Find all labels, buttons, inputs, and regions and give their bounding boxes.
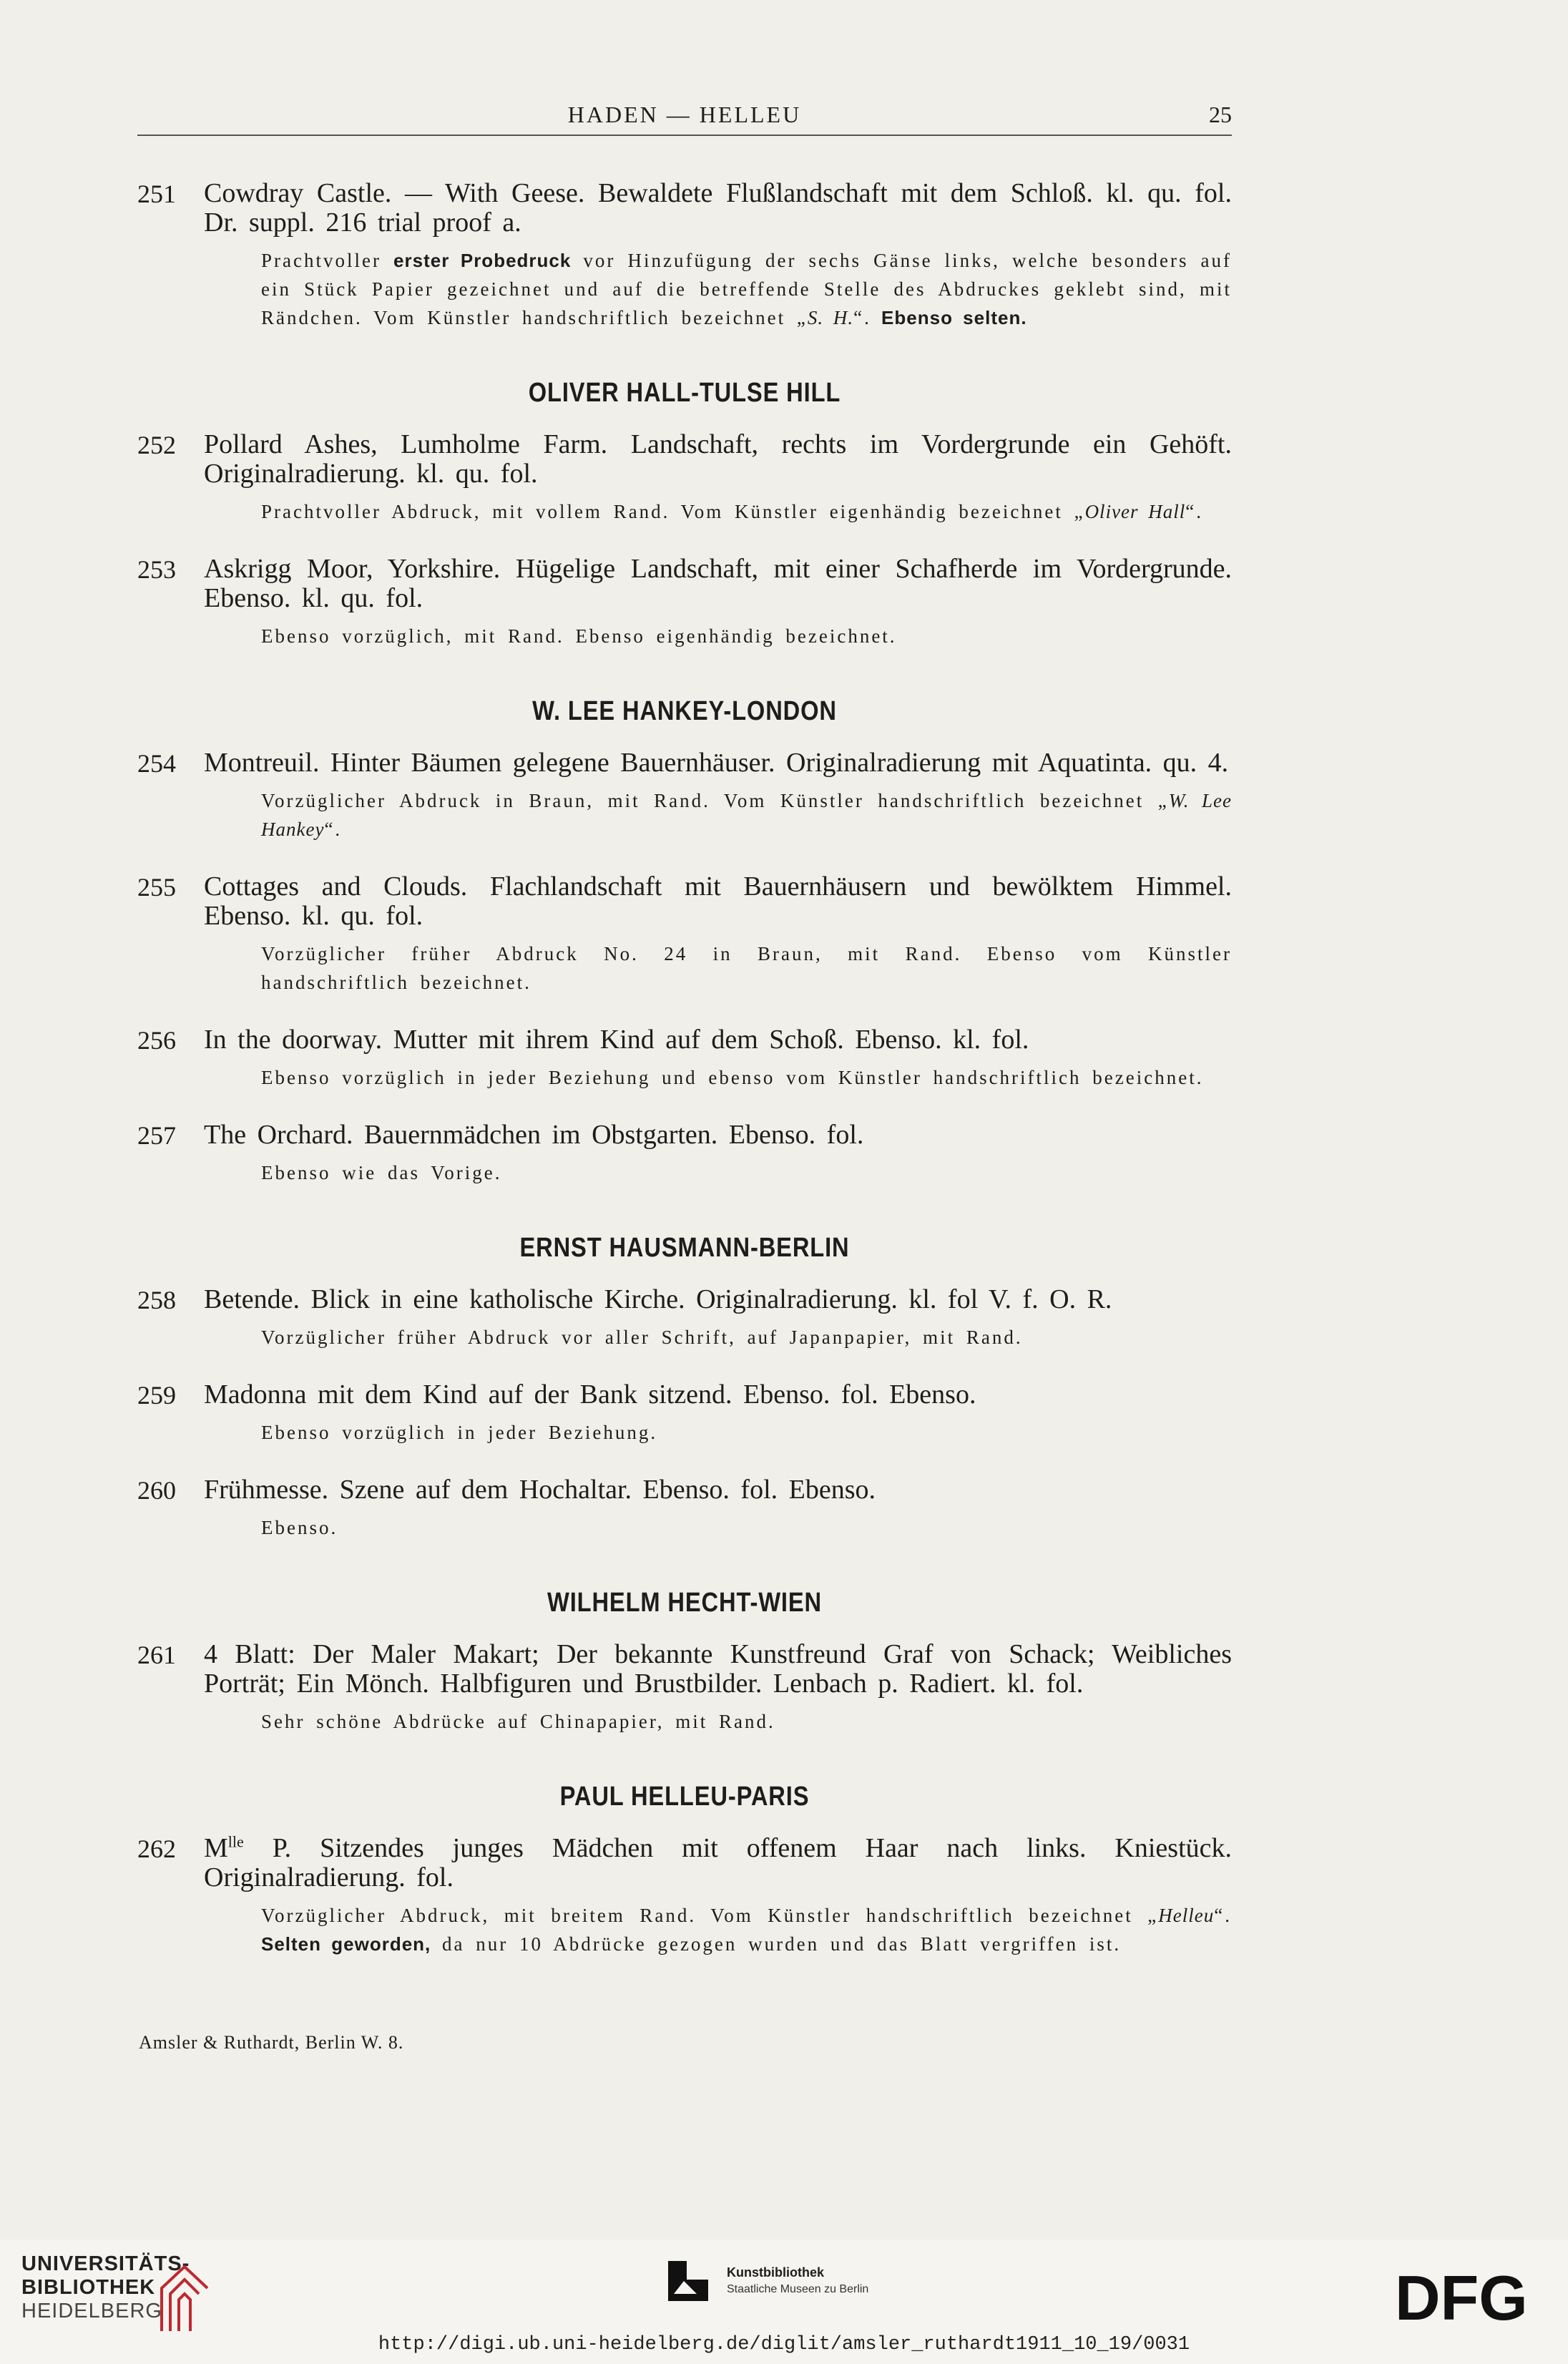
entry-number: 256 [137,1026,176,1055]
digitization-footer [0,2240,1568,2364]
entry-title: Betende. Blick in eine katholische Kirche. Originalradierung. kl. fol V. f. O. R. [204,1284,1112,1314]
entry-number: 251 [137,180,176,208]
entry-number: 257 [137,1121,176,1150]
catalog-entry-256 [137,1025,1232,1092]
entry-description: Ebenso wie das Vorige. [261,1162,502,1183]
catalog-entry-253 [137,555,1232,650]
entry-title: Pollard Ashes, Lumholme Farm. Landschaft, rechts im Vordergrunde ein Gehöft. Originalradierung. kl. qu. fol. [204,429,1232,489]
section-heading-wilhelm-hecht: WILHELM HECHT-WIEN [547,1588,822,1618]
entry-number: 253 [137,555,176,584]
section-heading-lee-hankey: W. LEE HANKEY-LONDON [532,696,837,726]
entry-title: The Orchard. Bauernmädchen im Obstgarten. Ebenso. fol. [204,1120,864,1150]
entry-description: Prachtvoller Abdruck, mit vollem Rand. Vom Künstler eigenhändig bezeichnet „Oliver Hall“. [261,501,1204,522]
entry-description: Vorzüglicher früher Abdruck vor aller Schrift, auf Japanpapier, mit Rand. [261,1327,1023,1348]
entry-title: Cottages and Clouds. Flachlandschaft mit Bauernhäusern und bewölktem Himmel. Ebenso. kl. qu. fol. [204,871,1232,931]
entry-number: 262 [137,1835,176,1863]
entry-title: Madonna mit dem Kind auf der Bank sitzend. Ebenso. fol. Ebenso. [204,1379,976,1410]
catalog-entry-262 [137,1834,1232,1958]
entry-title: Montreuil. Hinter Bäumen gelegene Bauernhäuser. Originalradierung mit Aquatinta. qu. 4. [204,748,1229,778]
catalog-entry-252 [137,430,1232,526]
catalog-entry-259 [137,1380,1232,1447]
catalog-entry-257 [137,1120,1232,1187]
ub-heidelberg-emblem-icon [156,2260,213,2338]
catalog-entry-251 [137,179,1232,332]
entry-title: 4 Blatt: Der Maler Makart; Der bekannte Kunstfreund Graf von Schack; Weibliches Porträt; Ein Mönch. Halbfiguren und Brustbilder. Lenbach p. Radiert. kl. fol. [204,1639,1232,1699]
entry-title: Askrigg Moor, Yorkshire. Hügelige Landschaft, mit einer Schafherde im Vordergrunde. Ebenso. kl. qu. fol. [204,554,1232,613]
entry-number: 258 [137,1286,176,1314]
entry-number: 260 [137,1476,176,1505]
entry-title: In the doorway. Mutter mit ihrem Kind auf dem Schoß. Ebenso. kl. fol. [204,1025,1029,1055]
running-head [137,99,1232,136]
entry-description: Prachtvoller erster Probedruck vor Hinzufügung der sechs Gänse links, welche besonders auf ein Stück Papier gezeichnet und auf die betreffende Stelle des Abdruckes geklebt sind, mit Rändchen. Vom Künstler handschriftlich bezeichnet „S. H.“. Ebenso selten. [261,250,1233,328]
printer-imprint: Amsler & Ruthardt, Berlin W. 8. [139,2032,404,2053]
entry-number: 254 [137,749,176,778]
dfg-logo[interactable] [1395,2265,1549,2327]
entry-number: 252 [137,431,176,459]
catalog-entry-260 [137,1475,1232,1542]
entry-title: Cowdray Castle. — With Geese. Bewaldete Flußlandschaft mit dem Schloß. kl. qu. fol. Dr. suppl. 216 trial proof a. [204,178,1232,238]
catalog-content [137,179,1232,1987]
entry-description: Ebenso vorzüglich in jeder Beziehung und ebenso vom Künstler handschriftlich bezeichnet. [261,1067,1204,1088]
entry-number: 261 [137,1641,176,1669]
section-heading-ernst-hausmann: ERNST HAUSMANN-BERLIN [519,1233,850,1263]
entry-description: Ebenso vorzüglich in jeder Beziehung. [261,1422,658,1443]
entry-number: 259 [137,1381,176,1410]
permalink-url[interactable]: http://digi.ub.uni-heidelberg.de/diglit/amsler_ruthardt1911_10_19/0031 [378,2334,1190,2355]
catalog-entry-254 [137,748,1232,844]
entry-description: Sehr schöne Abdrücke auf Chinapapier, mit Rand. [261,1711,775,1732]
catalog-entry-258 [137,1285,1232,1352]
kunstbibliothek-logo-icon [668,2261,708,2301]
kunstbibliothek-label[interactable]: Kunstbibliothek Staatliche Museen zu Berlin [727,2265,869,2295]
ub-heidelberg-logo[interactable]: UNIVERSITÄTS- BIBLIOTHEK HEIDELBERG [21,2252,190,2323]
section-heading-paul-helleu: PAUL HELLEU-PARIS [559,1782,810,1812]
entry-description: Ebenso. [261,1517,338,1538]
entry-title: Frühmesse. Szene auf dem Hochaltar. Ebenso. fol. Ebenso. [204,1475,876,1505]
entry-description: Vorzüglicher Abdruck, mit breitem Rand. Vom Künstler handschriftlich bezeichnet „Helleu“. Selten geworden, da nur 10 Abdrücke gezogen wurden und das Blatt vergriffen ist. [261,1905,1232,1955]
catalog-entry-261 [137,1640,1232,1736]
running-head-title: HADEN — HELLEU [567,102,802,127]
entry-description: Vorzüglicher Abdruck in Braun, mit Rand. Vom Künstler handschriftlich bezeichnet „W. Lee Hankey“. [261,790,1232,840]
entry-description: Ebenso vorzüglich, mit Rand. Ebenso eigenhändig bezeichnet. [261,625,897,647]
entry-number: 255 [137,873,176,902]
entry-title: $M^{lle}$ P. Sitzendes junges Mädchen mit offenem Haar nach links. Kniestück. Originalradierung. fol. [204,1832,1232,1892]
section-heading-oliver-hall: OLIVER HALL-TULSE HILL [528,378,841,408]
catalog-entry-255 [137,872,1232,997]
page-number: 25 [1209,102,1232,127]
svg-text:DFG: DFG [1395,2265,1528,2327]
entry-description: Vorzüglicher früher Abdruck No. 24 in Braun, mit Rand. Ebenso vom Künstler handschriftlich bezeichnet. [261,943,1232,993]
